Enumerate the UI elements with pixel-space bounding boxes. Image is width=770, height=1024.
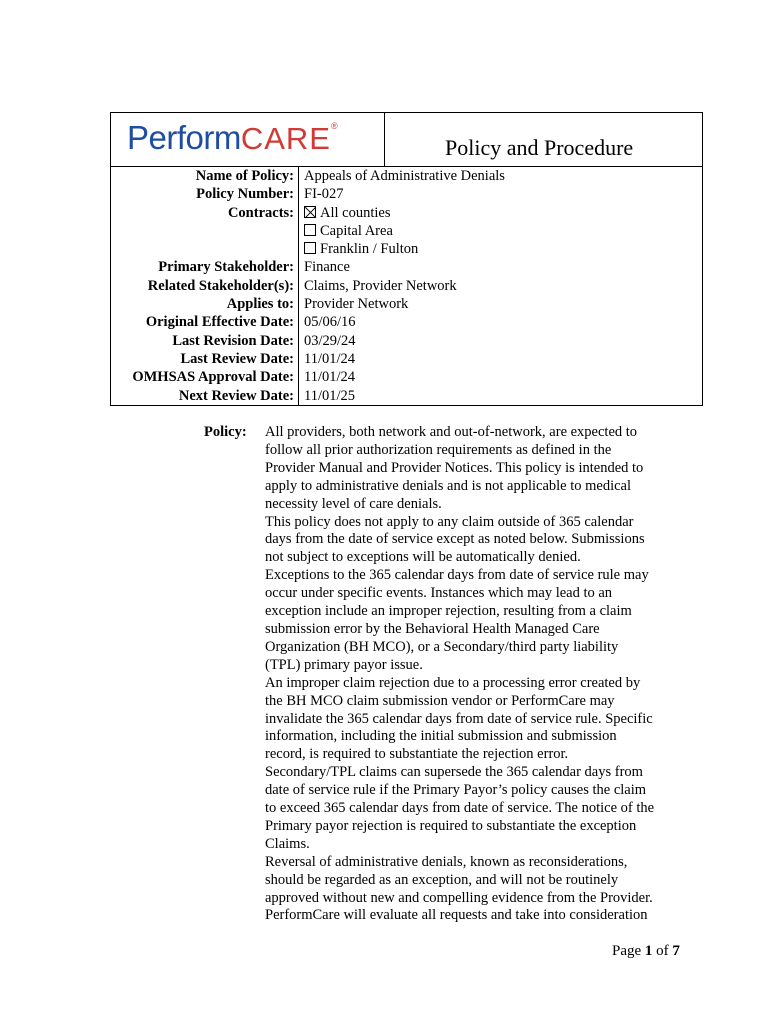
logo-cell [111,113,385,166]
policy-label: Policy: [204,424,247,440]
policy-body [265,424,685,925]
meta-value-text: Appeals of Administrative Denials [304,168,505,184]
policy-line: PerformCare will evaluate all requests and take into consideration [265,907,648,924]
policy-line: All providers, both network and out-of-network, are expected to [265,424,638,440]
meta-value [298,313,702,331]
policy-line: This policy does not apply to any claim outside of 365 calendar [265,513,634,530]
policy-line: necessity level of care denials. [265,495,442,512]
meta-value [298,332,702,350]
meta-value [298,387,702,405]
meta-label: Primary Stakeholder: [158,259,294,276]
meta-value-text: Capital Area [320,222,393,239]
policy-line: submission error by the Behavioral Health Managed Care [265,620,600,637]
meta-value [298,204,702,222]
meta-row [111,387,702,405]
policy-line: the BH MCO claim submission vendor or PerformCare may [265,692,615,709]
meta-row [111,295,702,313]
policy-line: Claims. [265,835,310,852]
meta-value [298,185,702,203]
policy-line: Organization (BH MCO), or a Secondary/third party liability [265,638,619,655]
meta-row [111,167,702,185]
performcare-logo: PerformCARE® [127,119,338,156]
policy-line: Exceptions to the 365 calendar days from date of service rule may [265,567,649,584]
meta-value [298,258,702,276]
meta-row [111,332,702,350]
policy-line: invalidate the 365 calendar days from date of service rule. Specific [265,710,653,727]
meta-row [111,313,702,331]
meta-value-text: Claims, Provider Network [304,277,457,294]
meta-value [298,167,702,185]
policy-header-table [110,112,703,406]
policy-line: date of service rule if the Primary Payor’s policy causes the claim [265,782,647,799]
meta-value-text: 03/29/24 [304,332,356,349]
policy-metadata [111,167,702,405]
policy-line: An improper claim rejection due to a processing error created by [265,674,641,691]
meta-value [298,350,702,368]
meta-row [111,222,702,240]
policy-line: information, including the initial submission and submission [265,728,617,745]
header-row [111,113,702,167]
checked-checkbox-icon[interactable] [304,206,316,218]
meta-label: Original Effective Date: [145,314,294,331]
meta-value [298,222,702,240]
meta-value-text: Provider Network [304,296,409,313]
checkbox-icon[interactable] [304,224,316,236]
meta-value [298,240,702,258]
meta-label: Next Review Date: [178,387,294,404]
meta-value-text: 11/01/24 [304,369,356,386]
meta-label: Contracts: [227,204,294,221]
policy-line: not subject to exceptions will be automatically denied. [265,549,581,566]
title-cell [385,113,702,166]
meta-label: Last Review Date: [180,350,294,367]
meta-value [298,295,702,313]
meta-row [111,204,702,222]
policy-line: to exceed 365 calendar days from date of service. The notice of the [265,800,655,817]
policy-line: days from the date of service except as noted below. Submissions [265,531,645,548]
policy-line: should be regarded as an exception, and will not be routinely [265,871,619,888]
meta-row [111,185,702,203]
meta-label [111,222,298,240]
meta-label: OMHSAS Approval Date: [132,369,294,386]
checkbox-icon[interactable] [304,242,316,254]
meta-label: Applies to: [226,296,294,313]
meta-value [298,277,702,295]
meta-value-text: All counties [320,204,391,221]
meta-label: Name of Policy: [195,168,294,184]
policy-line: (TPL) primary payor issue. [265,656,423,673]
meta-row [111,368,702,386]
policy-line: occur under specific events. Instances which may lead to an [265,585,613,602]
meta-label: Related Stakeholder(s): [147,277,294,294]
policy-line: record, is required to substantiate the rejection error. [265,746,569,763]
policy-line: exception include an improper rejection, resulting from a claim [265,603,632,620]
policy-line: apply to administrative denials and is not applicable to medical [265,477,632,494]
policy-line: Secondary/TPL claims can supersede the 365 calendar days from [265,764,643,781]
meta-value-text: 05/06/16 [304,314,356,331]
meta-label: Policy Number: [196,186,294,203]
policy-line: Provider Manual and Provider Notices. This policy is intended to [265,459,644,476]
meta-row [111,240,702,258]
policy-line: approved without new and compelling evidence from the Provider. [265,889,653,906]
meta-value-text: Franklin / Fulton [320,241,419,258]
policy-line: Primary payor rejection is required to substantiate the exception [265,817,637,834]
meta-value-text: Finance [304,259,350,276]
meta-label [111,240,298,258]
meta-value-text: 11/01/24 [304,350,356,367]
meta-value-text: 11/01/25 [304,387,356,404]
policy-line: follow all prior authorization requirements as defined in the [265,441,612,458]
meta-row [111,350,702,368]
meta-value-text: FI-027 [304,186,344,203]
meta-label: Last Revision Date: [172,332,294,349]
page-number: Page 1 of 7 [612,943,680,959]
meta-row [111,258,702,276]
meta-row [111,277,702,295]
policy-line: Reversal of administrative denials, known as reconsiderations, [265,853,628,870]
meta-value [298,368,702,386]
document-title: Policy and Procedure [445,135,634,160]
